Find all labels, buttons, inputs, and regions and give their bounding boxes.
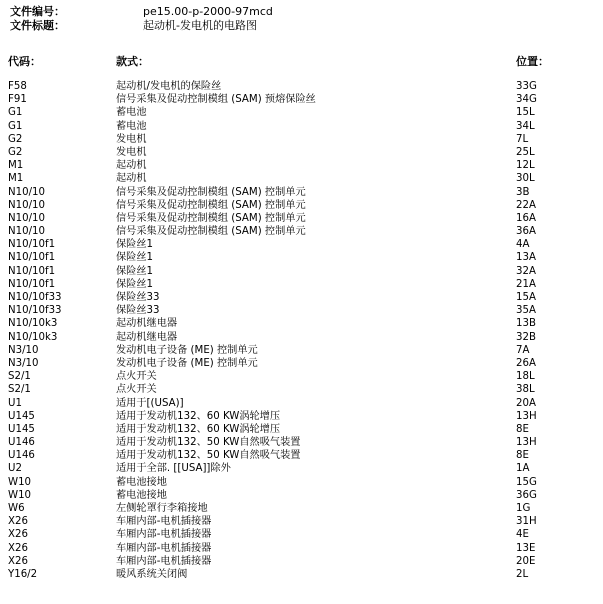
- row-description: 保险丝1: [116, 252, 154, 264]
- row-code: U145: [8, 410, 35, 422]
- table-row: [0, 317, 603, 330]
- row-code: N10/10f1: [8, 265, 56, 277]
- row-code: N10/10f1: [8, 239, 56, 251]
- row-position: 1G: [516, 503, 531, 514]
- table-row: [0, 397, 603, 410]
- row-code: S2/1: [8, 384, 31, 396]
- row-description: 信号采集及促动控制模组 (SAM) 控制单元: [116, 186, 306, 198]
- row-description: 起动机/发电机的保险丝: [116, 81, 222, 92]
- row-position: 18L: [516, 371, 535, 383]
- row-position: 13E: [516, 542, 536, 554]
- row-description: 信号采集及促动控制模组 (SAM) 控制单元: [116, 226, 306, 238]
- table-row: [0, 93, 603, 106]
- row-position: 12L: [516, 160, 535, 172]
- table-row: [0, 410, 603, 423]
- row-code: U1: [8, 397, 22, 409]
- row-description: 信号采集及促动控制模组 (SAM) 控制单元: [116, 199, 306, 211]
- file-number-value: pe15.00-p-2000-97mcd: [143, 5, 273, 18]
- table-row: [0, 542, 603, 555]
- row-description: 起动机继电器: [116, 318, 178, 330]
- table-row: [0, 106, 603, 119]
- row-code: U2: [8, 463, 22, 475]
- row-position: 15G: [516, 476, 537, 488]
- row-code: Y16/2: [8, 568, 38, 580]
- row-description: 保险丝33: [116, 305, 160, 317]
- row-position: 22A: [516, 199, 536, 211]
- row-code: M1: [8, 160, 24, 172]
- row-position: 34L: [516, 120, 535, 132]
- row-position: 32B: [516, 331, 536, 343]
- row-position: 21A: [516, 278, 536, 290]
- table-row: [0, 172, 603, 185]
- row-position: 8E: [516, 423, 529, 435]
- row-description: 信号采集及促动控制模组 (SAM) 控制单元: [116, 212, 306, 224]
- row-position: 36A: [516, 226, 536, 238]
- row-description: 蓄电池接地: [116, 489, 167, 501]
- row-description: 发电机: [116, 133, 147, 145]
- row-position: 25L: [516, 146, 535, 158]
- table-row: [0, 489, 603, 502]
- table-row: [0, 80, 603, 93]
- row-code: U146: [8, 437, 35, 449]
- table-row: [0, 186, 603, 199]
- table-row: [0, 120, 603, 133]
- row-position: 7A: [516, 344, 530, 356]
- row-position: 38L: [516, 384, 535, 396]
- row-description: 起动机: [116, 160, 147, 172]
- header-position: 位置：: [516, 55, 549, 68]
- row-code: G2: [8, 146, 23, 158]
- row-code: F91: [8, 94, 27, 106]
- row-description: 适用于[(USA)]: [116, 397, 184, 409]
- table-row: [0, 528, 603, 541]
- header-code: 代码：: [8, 55, 41, 68]
- row-description: 蓄电池: [116, 120, 147, 132]
- row-code: G1: [8, 120, 23, 132]
- row-code: W6: [8, 503, 25, 514]
- row-code: X26: [8, 542, 28, 554]
- table-row: [0, 225, 603, 238]
- row-position: 13A: [516, 252, 536, 264]
- row-description: 保险丝33: [116, 292, 160, 303]
- row-position: 3B: [516, 186, 530, 198]
- document-meta: [10, 5, 590, 33]
- row-code: N3/10: [8, 344, 39, 356]
- row-code: N10/10f33: [8, 292, 62, 303]
- row-code: N10/10k3: [8, 331, 58, 343]
- row-description: 保险丝1: [116, 265, 154, 277]
- row-code: G1: [8, 107, 23, 119]
- table-row: [0, 423, 603, 436]
- file-title-row: [10, 19, 590, 33]
- row-position: 20E: [516, 555, 536, 567]
- table-row: [0, 251, 603, 264]
- row-code: N10/10k3: [8, 318, 58, 330]
- row-position: 4A: [516, 239, 530, 251]
- row-position: 13H: [516, 437, 537, 449]
- table-row: [0, 159, 603, 172]
- row-description: 适用于发动机132、50 KW自然吸气装置: [116, 437, 301, 449]
- row-code: N10/10f1: [8, 252, 56, 264]
- row-code: U145: [8, 423, 35, 435]
- table-row: [0, 515, 603, 528]
- row-code: X26: [8, 555, 28, 567]
- row-code: W10: [8, 476, 32, 488]
- row-description: 适用于全部. [[USA]]除外: [116, 463, 231, 475]
- row-description: 车厢内部-电机插接器: [116, 516, 212, 528]
- row-code: N10/10: [8, 199, 45, 211]
- table-row: [0, 238, 603, 251]
- row-description: 适用于发动机132、60 KW涡轮增压: [116, 423, 281, 435]
- file-number-row: [10, 5, 590, 19]
- row-code: W10: [8, 489, 32, 501]
- row-position: 35A: [516, 305, 536, 317]
- row-description: 保险丝1: [116, 239, 154, 251]
- table-row: [0, 331, 603, 344]
- table-row: [0, 212, 603, 225]
- row-position: 2L: [516, 568, 529, 580]
- header-description: 款式：: [116, 55, 149, 68]
- table-row: [0, 344, 603, 357]
- row-description: 蓄电池接地: [116, 476, 167, 488]
- row-description: 蓄电池: [116, 107, 147, 119]
- component-list: [0, 80, 603, 581]
- row-description: 左侧轮罩行李箱接地: [116, 503, 208, 514]
- row-position: 30L: [516, 173, 535, 185]
- table-row: [0, 502, 603, 515]
- table-row: [0, 304, 603, 317]
- table-row: [0, 146, 603, 159]
- table-row: [0, 291, 603, 304]
- row-description: 适用于发动机132、60 KW涡轮增压: [116, 410, 281, 422]
- row-code: N3/10: [8, 357, 39, 369]
- table-row: [0, 133, 603, 146]
- row-position: 32A: [516, 265, 536, 277]
- row-description: 车厢内部-电机插接器: [116, 555, 212, 567]
- file-number-label: 文件编号：: [10, 5, 65, 18]
- table-row: [0, 462, 603, 475]
- row-position: 20A: [516, 397, 536, 409]
- row-description: 车厢内部-电机插接器: [116, 529, 212, 541]
- row-description: 发电机: [116, 146, 147, 158]
- row-description: 发动机电子设备 (ME) 控制单元: [116, 344, 258, 356]
- row-description: 起动机继电器: [116, 331, 178, 343]
- row-description: 车厢内部-电机插接器: [116, 542, 212, 554]
- row-description: 发动机电子设备 (ME) 控制单元: [116, 357, 258, 369]
- row-position: 15L: [516, 107, 535, 119]
- row-position: 4E: [516, 529, 529, 541]
- row-code: N10/10: [8, 226, 45, 238]
- table-row: [0, 383, 603, 396]
- row-description: 起动机: [116, 173, 147, 185]
- table-row: [0, 436, 603, 449]
- table-row: [0, 568, 603, 581]
- row-position: 13B: [516, 318, 536, 330]
- table-row: [0, 555, 603, 568]
- table-row: [0, 357, 603, 370]
- table-row: [0, 449, 603, 462]
- row-position: 34G: [516, 94, 537, 106]
- file-title-value: 起动机-发电机的电路图: [143, 19, 257, 32]
- row-position: 36G: [516, 489, 537, 501]
- row-code: M1: [8, 173, 24, 185]
- row-position: 31H: [516, 516, 537, 528]
- table-header: [0, 55, 603, 69]
- row-code: N10/10f33: [8, 305, 62, 317]
- table-row: [0, 278, 603, 291]
- row-code: X26: [8, 529, 28, 541]
- row-position: 8E: [516, 450, 529, 462]
- row-code: S2/1: [8, 371, 31, 383]
- row-code: U146: [8, 450, 35, 462]
- row-code: X26: [8, 516, 28, 528]
- row-code: F58: [8, 81, 27, 92]
- row-code: N10/10: [8, 186, 45, 198]
- row-description: 保险丝1: [116, 278, 154, 290]
- table-row: [0, 265, 603, 278]
- row-position: 26A: [516, 357, 536, 369]
- row-description: 适用于发动机132、50 KW自然吸气装置: [116, 450, 301, 462]
- table-row: [0, 370, 603, 383]
- file-title-label: 文件标题：: [10, 19, 65, 32]
- row-position: 16A: [516, 212, 536, 224]
- row-code: N10/10: [8, 212, 45, 224]
- row-code: G2: [8, 133, 23, 145]
- row-position: 13H: [516, 410, 537, 422]
- table-row: [0, 199, 603, 212]
- row-position: 15A: [516, 292, 536, 303]
- row-position: 7L: [516, 133, 529, 145]
- row-description: 点火开关: [116, 384, 157, 396]
- row-position: 1A: [516, 463, 530, 475]
- row-description: 暖风系统关闭阀: [116, 568, 188, 580]
- table-row: [0, 476, 603, 489]
- row-description: 信号采集及促动控制模组 (SAM) 预熔保险丝: [116, 94, 316, 106]
- row-code: N10/10f1: [8, 278, 56, 290]
- row-position: 33G: [516, 81, 537, 92]
- row-description: 点火开关: [116, 371, 157, 383]
